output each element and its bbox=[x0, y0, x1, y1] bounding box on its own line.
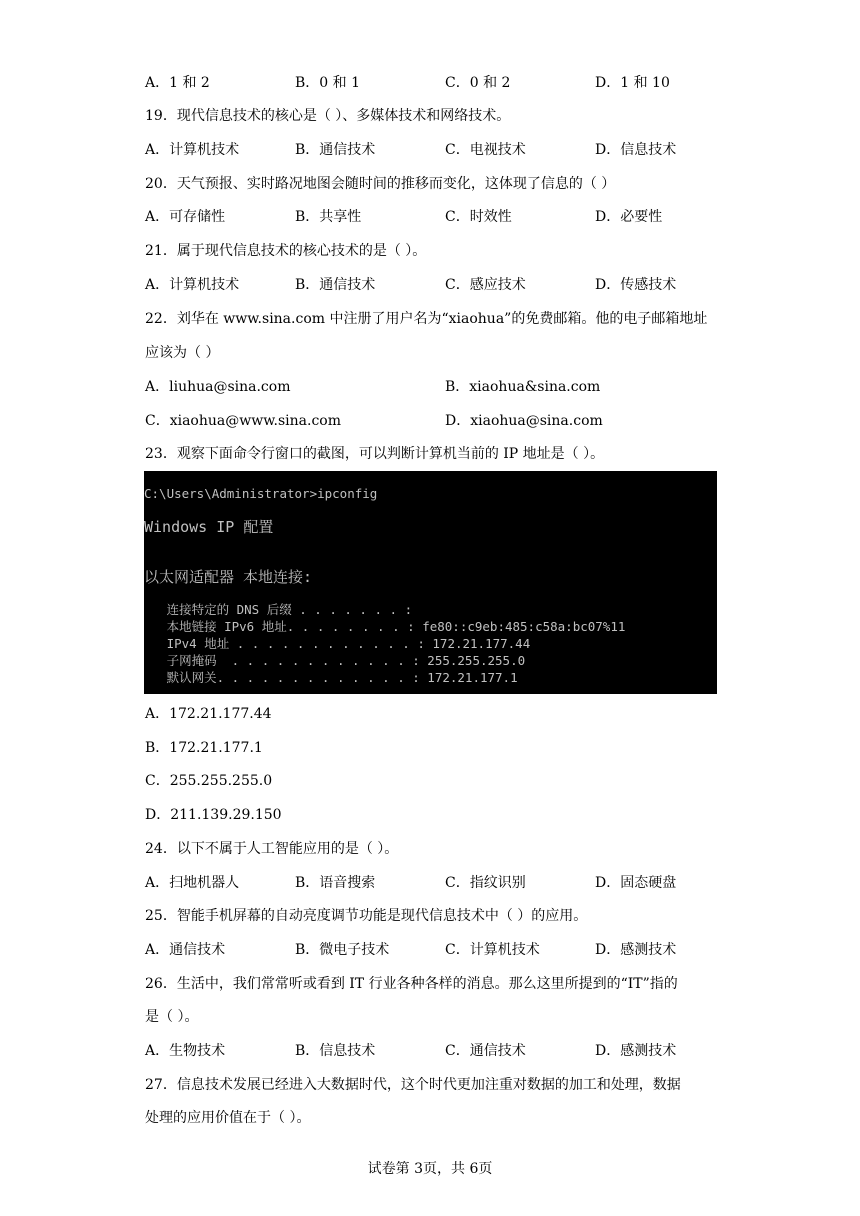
q18-option-c: C．0 和 2 bbox=[445, 75, 511, 91]
terminal-row-mask: 子网掩码 . . . . . . . . . . . . : 255.255.255.0 bbox=[144, 653, 526, 668]
q22-stem-line2: 应该为（ ） bbox=[145, 345, 220, 361]
terminal-row-gateway: 默认网关. . . . . . . . . . . . . : 172.21.177.1 bbox=[144, 670, 518, 685]
q19-option-b: B．通信技术 bbox=[295, 142, 376, 158]
terminal-row-dns: 连接特定的 DNS 后缀 . . . . . . . : bbox=[144, 602, 413, 617]
q20-option-a: A．可存储性 bbox=[145, 209, 226, 225]
terminal-prompt: C:\Users\Administrator>ipconfig bbox=[144, 486, 378, 501]
page-footer: 试卷第 3页，共 6页 bbox=[367, 1161, 493, 1177]
q26-option-d: D．感测技术 bbox=[595, 1043, 677, 1059]
q25-option-d: D．感测技术 bbox=[595, 942, 677, 958]
terminal-row-ipv4: IPv4 地址 . . . . . . . . . . . . : 172.21.177.44 bbox=[144, 636, 531, 651]
q22-option-d: D．xiaohua@sina.com bbox=[445, 413, 603, 429]
q26-option-c: C．通信技术 bbox=[445, 1043, 526, 1059]
q18-option-d: D．1 和 10 bbox=[595, 75, 670, 91]
terminal-title: Windows IP 配置 bbox=[144, 518, 274, 536]
q22-option-a: A．liuhua@sina.com bbox=[145, 379, 291, 395]
q23-option-c: C．255.255.255.0 bbox=[145, 773, 273, 789]
q25-stem: 25．智能手机屏幕的自动亮度调节功能是现代信息技术中（ ）的应用。 bbox=[145, 908, 588, 924]
q22-option-c: C．xiaohua@www.sina.com bbox=[145, 413, 341, 429]
q23-option-a: A．172.21.177.44 bbox=[145, 706, 272, 722]
q26-stem-line2: 是（ ）。 bbox=[145, 1009, 199, 1025]
q22-option-b: B．xiaohua&sina.com bbox=[445, 379, 601, 395]
q20-option-c: C．时效性 bbox=[445, 209, 512, 225]
terminal-row-ipv6: 本地链接 IPv6 地址. . . . . . . . : fe80::c9eb:485:c58a:bc07%11 bbox=[144, 619, 626, 634]
q21-option-d: D．传感技术 bbox=[595, 277, 677, 293]
q24-option-b: B．语音搜索 bbox=[295, 875, 376, 891]
q21-option-c: C．感应技术 bbox=[445, 277, 526, 293]
q25-option-b: B．微电子技术 bbox=[295, 942, 390, 958]
q27-stem-line2: 处理的应用价值在于（ ）。 bbox=[145, 1110, 311, 1126]
q24-option-c: C．指纹识别 bbox=[445, 875, 526, 891]
q23-option-d: D．211.139.29.150 bbox=[145, 807, 282, 823]
q20-stem: 20．天气预报、实时路况地图会随时间的推移而变化，这体现了信息的（ ） bbox=[145, 176, 616, 192]
q25-option-c: C．计算机技术 bbox=[445, 942, 540, 958]
ipconfig-screenshot bbox=[144, 471, 717, 694]
q19-option-c: C．电视技术 bbox=[445, 142, 526, 158]
q25-option-a: A．通信技术 bbox=[145, 942, 226, 958]
q27-stem-line1: 27．信息技术发展已经进入大数据时代，这个时代更加注重对数据的加工和处理，数据 bbox=[145, 1077, 681, 1093]
q26-option-a: A．生物技术 bbox=[145, 1043, 226, 1059]
q19-option-d: D．信息技术 bbox=[595, 142, 677, 158]
q18-option-b: B．0 和 1 bbox=[295, 75, 361, 91]
q19-stem: 19．现代信息技术的核心是（ ）、多媒体技术和网络技术。 bbox=[145, 108, 511, 124]
q26-stem-line1: 26．生活中，我们常常听或看到 IT 行业各种各样的消息。那么这里所提到的“IT”指的 bbox=[145, 976, 678, 992]
q22-stem-line1: 22．刘华在 www.sina.com 中注册了用户名为“xiaohua”的免费邮箱。他的电子邮箱地址 bbox=[145, 311, 708, 327]
q24-option-d: D．固态硬盘 bbox=[595, 875, 677, 891]
q19-option-a: A．计算机技术 bbox=[145, 142, 240, 158]
terminal-adapter: 以太网适配器 本地连接: bbox=[144, 568, 313, 586]
q24-stem: 24．以下不属于人工智能应用的是（ ）。 bbox=[145, 841, 399, 857]
q26-option-b: B．信息技术 bbox=[295, 1043, 376, 1059]
q18-option-a: A．1 和 2 bbox=[145, 75, 210, 91]
q23-stem: 23．观察下面命令行窗口的截图，可以判断计算机当前的 IP 地址是（ ）。 bbox=[145, 446, 605, 462]
q20-option-d: D．必要性 bbox=[595, 209, 663, 225]
q24-option-a: A．扫地机器人 bbox=[145, 875, 240, 891]
q20-option-b: B．共享性 bbox=[295, 209, 362, 225]
q21-stem: 21．属于现代信息技术的核心技术的是（ ）。 bbox=[145, 243, 427, 259]
q21-option-b: B．通信技术 bbox=[295, 277, 376, 293]
q23-option-b: B．172.21.177.1 bbox=[145, 740, 263, 756]
q21-option-a: A．计算机技术 bbox=[145, 277, 240, 293]
